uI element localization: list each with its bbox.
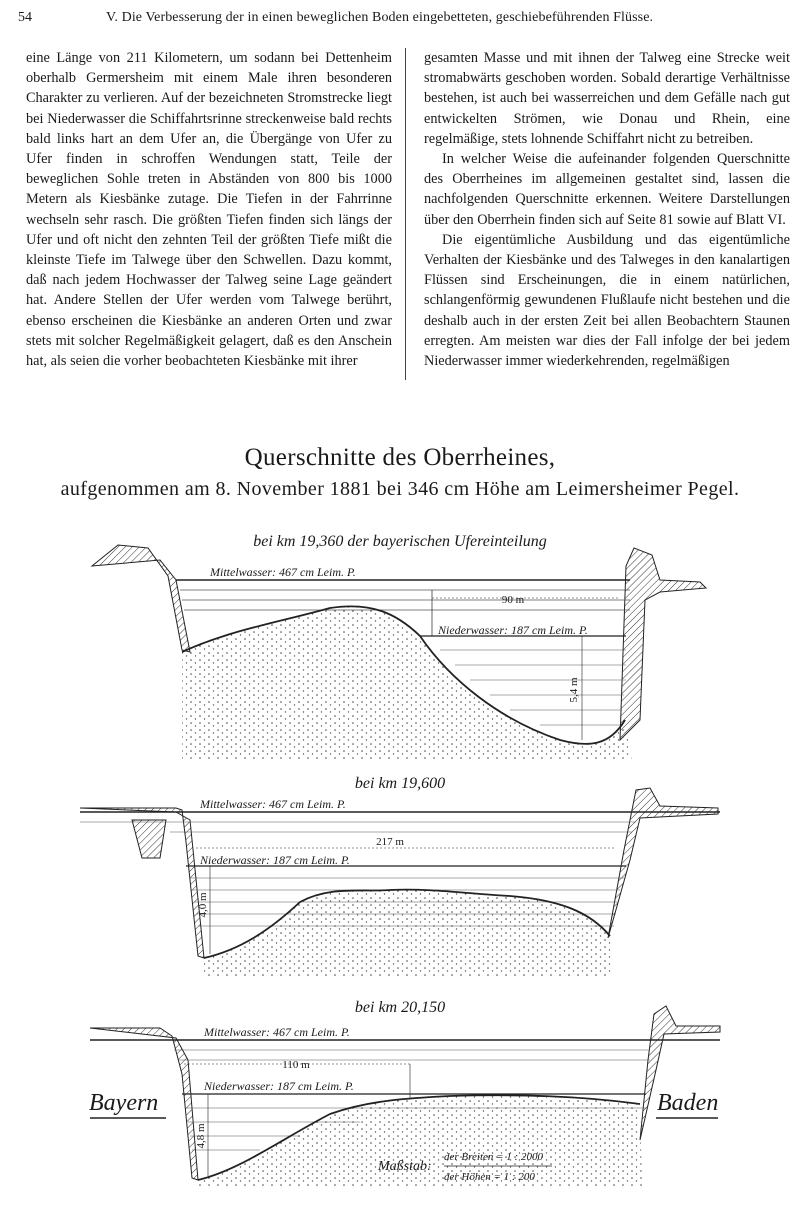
width-dimension: 217 m [376, 836, 404, 848]
left-bank [92, 545, 190, 652]
width-dimension: 90 m [501, 594, 525, 606]
width-dimension: 110 m [282, 1059, 310, 1071]
figure-title: Querschnitte des Oberrheines, [244, 444, 556, 471]
figure-subtitle: aufgenommen am 8. November 1881 bei 346 cm Höhe am Leimersheimer Pegel. [60, 478, 740, 500]
cross-section-1 [92, 533, 706, 760]
scale-heights: der Höhen = 1 : 200 [444, 1171, 535, 1183]
section-caption: bei km 20,150 [354, 999, 446, 1016]
page-number: 54 [18, 10, 32, 25]
scale-label: Maßstab: [378, 1159, 432, 1174]
paragraph: In welcher Weise die aufeinander folgenden Querschnitte des Oberrheines im allgemeinen gestaltet sind, lassen die nachfolgenden Querschnitte erkennen. Weitere Darstellungen über den Oberrhein finden sich auf Seite 81 sowie auf Blatt VI. [424, 151, 790, 228]
section-caption: bei km 19,600 [354, 775, 446, 792]
niederwasser-label: Niederwasser: 187 cm Leim. P. [204, 1079, 354, 1093]
right-bank [620, 548, 706, 740]
section-caption: bei km 19,360 der bayerischen Ufereinteilung [253, 533, 547, 550]
left-bank-label: Bayern [89, 1090, 159, 1116]
niederwasser-label: Niederwasser: 187 cm Leim. P. [438, 623, 588, 637]
mittelwasser-label: Mittelwasser: 467 cm Leim. P. [200, 797, 346, 811]
paragraph: gesamten Masse und mit ihnen der Talweg eine Strecke weit stromabwärts geschoben worden. Sobald derartige Verhältnisse bestehen, ist auch bei wasserreichen und dem Gefälle nach gut entwickelten Strömen, wie Donau und Rhein, eine regelmäßige, stets lohnende Schiffahrt nicht zu betreiben. [424, 50, 790, 147]
depth-dimension: 4,8 m [195, 1123, 207, 1149]
mittelwasser-label: Mittelwasser: 467 cm Leim. P. [204, 1025, 350, 1039]
right-bank-label: Baden [657, 1090, 719, 1116]
cross-section-2 [80, 775, 720, 976]
paragraph: Die eigentümliche Ausbildung und das eigentümliche Verhalten der Kiesbänke und des Talweges in den kanalartigen Flüssen sind Erscheinungen, die in einem natürlichen, schlangenförmig gewundenen Flußlaufe nicht bestehen und die deshalb auch in der ersten Zeit bei allen Beobachtern Staunen erregten. Am meisten war dies der Fall infolge der bei jedem Niederwasser immer wiederkehrenden, regelmäßigen [424, 231, 790, 370]
cross-section-3 [89, 999, 720, 1186]
niederwasser-label: Niederwasser: 187 cm Leim. P. [200, 853, 350, 867]
depth-dimension: 4,0 m [197, 892, 209, 918]
depth-dimension: 5,4 m [568, 677, 580, 703]
paragraph: eine Länge von 211 Kilometern, um sodann bei Dettenheim oberhalb Germersheim mit einem Male ihren besonderen Charakter zu verlieren. Auf der bezeichneten Stromstrecke liegt bei Niederwasser die Schiffahrtsrinne streckenweise bald rechts bald links hart an dem Ufer an, die Übergänge von Ufer zu Ufer finden in schroffen Wendungen statt, Teile der beweglichen Sohle treten in Abständen von 800 bis 1000 Metern als Kiesbänke zutage. Die Tiefen in der Fahrrinne wechseln sehr rasch. Die größten Tiefen finden sich längs der Ufer und oft nicht den zehnten Teil der größten Tiefe mißt die kleinste Tiefe im Talwege über den Schwellen. Dazu kommt, daß nach jedem Hochwasser der Talweg seine Lage geändert hat. Andere Stellen der Ufer werden vom Talwege berührt, ebenso erscheinen die Kiesbänke an anderen Orten und zwar stets mit solcher Regelmäßigkeit gelagert, daß es den Anschein hat, als seien die vorher beobachteten Kiesbänke mit ihrer [26, 50, 392, 370]
mittelwasser-label: Mittelwasser: 467 cm Leim. P. [210, 565, 356, 579]
scale-widths: der Breiten = 1 : 2000 [444, 1151, 543, 1163]
running-title: V. Die Verbesserung der in einen beweglichen Boden eingebetteten, geschiebeführenden Flüsse. [106, 10, 654, 25]
